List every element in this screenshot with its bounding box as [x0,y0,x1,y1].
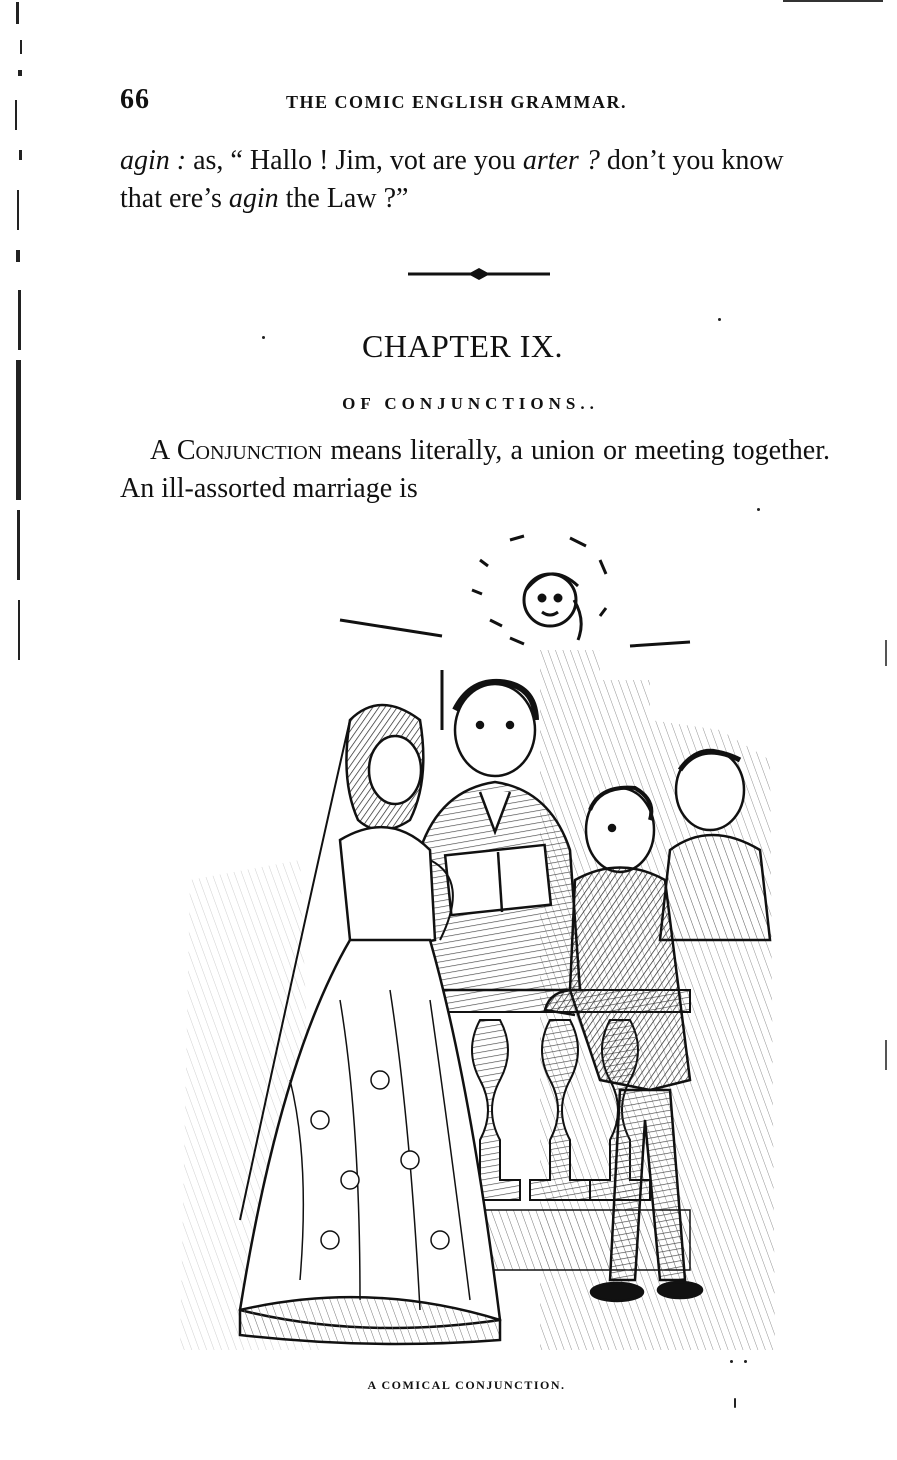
paragraph-text: the Law ?” [278,183,409,214]
italic-word: agin [228,183,279,214]
wedding-engraving-illustration [180,520,780,1360]
ink-speck [757,508,760,511]
chapter-subtitle: OF CONJUNCTIONS.. [342,394,599,413]
page-number: 66 [120,84,150,115]
margin-mark [885,640,887,666]
chapter-title: CHAPTER IX. [361,328,564,364]
ink-speck [718,318,721,321]
section-divider-ornament [408,264,550,284]
body-paragraph [120,432,830,508]
running-head: THE COMIC ENGLISH GRAMMAR. [286,92,628,112]
italic-word: arter ? [522,145,600,176]
top-edge-rule [783,0,883,2]
paragraph-text: as, “ Hallo ! Jim, vot are you [186,145,523,176]
small-caps-term: Conjunction [176,435,323,466]
paragraph-text: don’t you know that ere’s [120,145,784,214]
ink-speck [730,1360,733,1363]
illustration-caption: A COMICAL CONJUNCTION. [367,1378,566,1392]
margin-mark [885,1040,887,1070]
opening-paragraph [120,142,830,218]
paragraph-text: means literally, a union or meeting together. An ill-assorted marriage is [120,435,830,504]
italic-word: agin : [120,145,187,176]
paragraph-text: A [150,435,177,466]
ink-speck [744,1360,747,1363]
ink-speck [734,1398,736,1408]
